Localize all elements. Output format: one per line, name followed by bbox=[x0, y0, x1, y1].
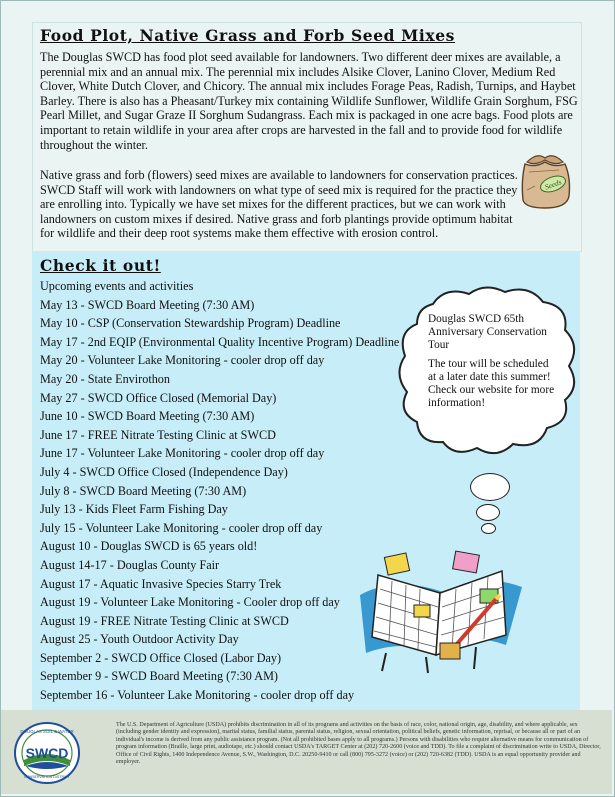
tour-body: The tour will be scheduled at a later date this summer! Check our website for more information! bbox=[428, 358, 555, 409]
event-item: August 19 - FREE Nitrate Testing Clinic at SWCD bbox=[40, 613, 289, 628]
event-item: September 9 - SWCD Board Meeting (7:30 AM) bbox=[40, 669, 278, 684]
event-item: August 17 - Aquatic Invasive Species Starry Trek bbox=[40, 576, 282, 591]
event-item: September 2 - SWCD Office Closed (Labor Day) bbox=[40, 650, 282, 665]
usda-disclaimer: The U.S. Department of Agriculture (USDA) prohibits discrimination in all of its programs and activities on the basis of race, color, national origin, age, disability, and where applicable, sex (including gender identity and expression), marital status, familial status, parental status, religion, sexual orientation, political beliefs, genetic information, reprisal, or because all or part of an individual's income is derived from any public assistance program. (Not all prohibited bases apply to all programs.) Persons with disabilities who require alternative means for communication of program information (Braille, large print, audiotape, etc.) should contact USDA's TARGET Center at (202) 720-2600 (voice and TDD). To file a complaint of discrimination write to USDA, Director, Office of Civil Rights, 1400 Independence Avenue, S.W., Washington, D.C. 20250-9410 or call (800) 795-3272 (voice) or (202) 720-6382 (TDD). USDA is an equal opportunity provider and employer. bbox=[116, 722, 601, 766]
logo-bottom-text: CONSERVATION DISTRICT bbox=[24, 775, 70, 779]
event-item: July 8 - SWCD Board Meeting (7:30 AM) bbox=[40, 483, 247, 498]
swcd-logo bbox=[14, 722, 80, 784]
event-item: July 13 - Kids Fleet Farm Fishing Day bbox=[40, 502, 228, 517]
logo-main-text: SWCD bbox=[25, 745, 69, 761]
thought-cloud-text bbox=[428, 313, 558, 417]
event-item: August 19 - Volunteer Lake Monitoring - Cooler drop off day bbox=[40, 595, 340, 610]
seed-mixes-paragraph-1: The Douglas SWCD has food plot seed available for landowners. Two different deer mixes are available, a perennial mix and an annual mix. The perennial mix includes Alsike Clover, Lanino Clover, Medium Red Clover, White Dutch Clover, and Chicory. The annual mix includes Forage Peas, Radish, Turnips, and Haybet Barley. There is also has a Pheasant/Turkey mix containing Wildlife Sunflower, Wildlife Grain Sorghum, FSG Pearl Millet, and Sugar Graze II Sorghum Sudangrass. Each mix is packaged in one acre bags. Food plots are important to retain wildlife in your area after crops are harvested in the fall and to provide food for wildlife throughout the winter. bbox=[40, 50, 578, 152]
logo-top-text: DOUGLAS SOIL & WATER bbox=[20, 729, 74, 734]
event-item: July 15 - Volunteer Lake Monitoring - cooler drop off day bbox=[40, 520, 323, 535]
seed-bag-icon bbox=[515, 150, 573, 210]
thought-bubble-medium bbox=[476, 504, 500, 521]
seed-bag-label: Seeds bbox=[543, 177, 563, 192]
event-item: May 20 - State Envirothon bbox=[40, 371, 170, 386]
thought-bubble-large bbox=[470, 473, 510, 501]
event-item: September 16 - Volunteer Lake Monitoring - cooler drop off day bbox=[40, 688, 355, 703]
event-item: June 17 - FREE Nitrate Testing Clinic at SWCD bbox=[40, 427, 276, 442]
thought-bubble-small bbox=[481, 523, 496, 534]
event-item: May 20 - Volunteer Lake Monitoring - cooler drop off day bbox=[40, 353, 325, 368]
event-item: August 25 - Youth Outdoor Activity Day bbox=[40, 632, 239, 647]
section-title-seed-mixes: Food Plot, Native Grass and Forb Seed Mixes bbox=[40, 26, 455, 45]
seed-mixes-paragraph-2: Native grass and forb (flowers) seed mixes are available to landowners for conservation practices. SWCD Staff will work with landowners on what type of seed mix is required for the practice they are enrolling into. Typically we have set mixes for the different practices, but we can work with landowners on custom mixes if desired. Native grass and forb plantings provide optimum habitat for wildlife and their deep root systems make them effective with erosion control. bbox=[40, 168, 518, 241]
event-item: May 17 - 2nd EQIP (Environmental Quality Incentive Program) Deadline bbox=[40, 334, 400, 349]
event-item: August 14-17 - Douglas County Fair bbox=[40, 557, 220, 572]
event-item: July 4 - SWCD Office Closed (Independence Day) bbox=[40, 464, 288, 479]
event-item: June 17 - Volunteer Lake Monitoring - cooler drop off day bbox=[40, 446, 325, 461]
event-item: May 10 - CSP (Conservation Stewardship Program) Deadline bbox=[40, 316, 341, 331]
event-item: May 27 - SWCD Office Closed (Memorial Day) bbox=[40, 390, 277, 405]
event-item: June 10 - SWCD Board Meeting (7:30 AM) bbox=[40, 409, 255, 424]
tour-title: Douglas SWCD 65th Anniversary Conservation Tour bbox=[428, 313, 547, 351]
events-intro: Upcoming events and activities bbox=[40, 279, 194, 293]
event-item: August 10 - Douglas SWCD is 65 years old! bbox=[40, 539, 258, 554]
event-item: May 13 - SWCD Board Meeting (7:30 AM) bbox=[40, 297, 255, 312]
section-title-check-it-out: Check it out! bbox=[40, 256, 161, 275]
calendar-planner-icon bbox=[356, 535, 526, 675]
